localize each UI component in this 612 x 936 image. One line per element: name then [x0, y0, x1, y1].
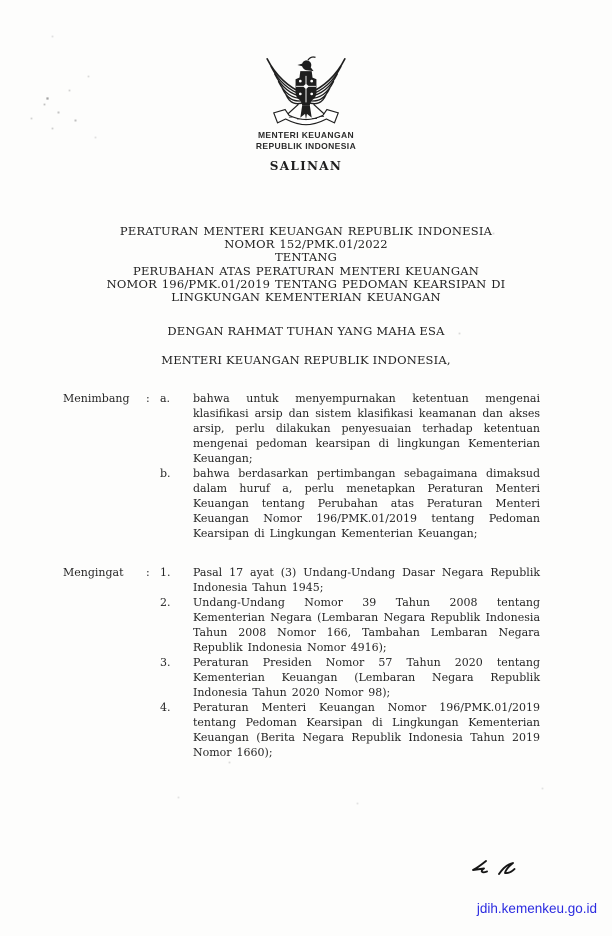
item-text: bahwa berdasarkan pertimbangan sebagaimana dimaksud dalam huruf a, perlu menetapkan Peraturan Menteri Keuangan tentang Perubahan atas Peraturan Menteri Keuangan Nomor 196/PMK.01/2019 tentang Pedoman Kearsipan di Lingkungan Kementerian Keuangan; — [193, 467, 540, 540]
recalling-item-1 — [160, 565, 540, 595]
item-text: bahwa untuk menyempurnakan ketentuan mengenai klasifikasi arsip dan sistem klasifikasi keamanan dan akses arsip, perlu dilakukan penyesuaian terhadap ketentuan mengenai pedoman kearsipan di lingkungan Kementerian Keuangan; — [193, 392, 540, 465]
authority-line: MENTERI KEUANGAN REPUBLIK INDONESIA, — [161, 353, 451, 367]
recalling-item-2 — [160, 595, 540, 655]
item-marker: 4. — [160, 701, 171, 714]
item-text: Pasal 17 ayat (3) Undang-Undang Dasar Negara Republik Indonesia Tahun 1945; — [193, 566, 540, 594]
handwritten-initials-mark — [470, 857, 528, 887]
title-line-5: NOMOR 196/PMK.01/2019 TENTANG PEDOMAN KEARSIPAN DI — [106, 276, 506, 291]
recalling-colon: : — [146, 566, 150, 579]
regulation-title — [0, 225, 612, 304]
considering-colon: : — [146, 392, 150, 405]
recalling-item-3 — [160, 655, 540, 700]
item-text: Peraturan Presiden Nomor 57 Tahun 2020 tentang Kementerian Keuangan (Lembaran Negara Republik Indonesia Tahun 2020 Nomor 98); — [193, 656, 540, 699]
recalling-label: Mengingat — [63, 566, 124, 579]
garuda-pancasila-emblem-icon — [259, 55, 353, 129]
item-marker: 2. — [160, 596, 171, 609]
ministry-letterhead — [0, 130, 612, 151]
title-line-4: PERUBAHAN ATAS PERATURAN MENTERI KEUANGAN — [133, 263, 479, 278]
considering-section — [63, 391, 540, 541]
recalling-section — [63, 565, 540, 760]
item-text: Undang-Undang Nomor 39 Tahun 2008 tentang Kementerian Negara (Lembaran Negara Republik Indonesia Tahun 2008 Nomor 166, Tambahan Lembaran Negara Republik Indonesia Nomor 4916); — [193, 596, 540, 654]
title-line-3: TENTANG — [274, 250, 338, 265]
considering-label: Menimbang — [63, 392, 130, 405]
jdih-link[interactable]: jdih.kemenkeu.go.id — [476, 901, 597, 916]
item-marker: 3. — [160, 656, 171, 669]
considering-item-b — [160, 466, 540, 541]
paraf-squiggle-icon — [470, 857, 528, 883]
ministry-line2: REPUBLIK INDONESIA — [255, 140, 357, 151]
title-line-1: PERATURAN MENTERI KEUANGAN REPUBLIK INDONESIA — [119, 224, 493, 238]
title-line-2: NOMOR 152/PMK.01/2022 — [224, 237, 388, 252]
item-marker: 1. — [160, 566, 171, 579]
recalling-item-4 — [160, 700, 540, 760]
item-text: Peraturan Menteri Keuangan Nomor 196/PMK.01/2019 tentang Pedoman Kearsipan di Lingkungan Kementerian Keuangan (Berita Negara Republik Indonesia Tahun 2019 Nomor 1660); — [193, 701, 540, 759]
scan-noise-speckles — [0, 0, 1, 1]
copy-label: SALINAN — [269, 159, 343, 173]
invocation-line: DENGAN RAHMAT TUHAN YANG MAHA ESA — [167, 324, 445, 338]
considering-item-a — [160, 391, 540, 466]
item-marker: b. — [160, 467, 171, 480]
ministry-line1: MENTERI KEUANGAN — [257, 130, 355, 140]
item-marker: a. — [160, 392, 171, 405]
title-line-6: LINGKUNGAN KEMENTERIAN KEUANGAN — [171, 290, 441, 305]
emblem-container — [0, 55, 612, 133]
